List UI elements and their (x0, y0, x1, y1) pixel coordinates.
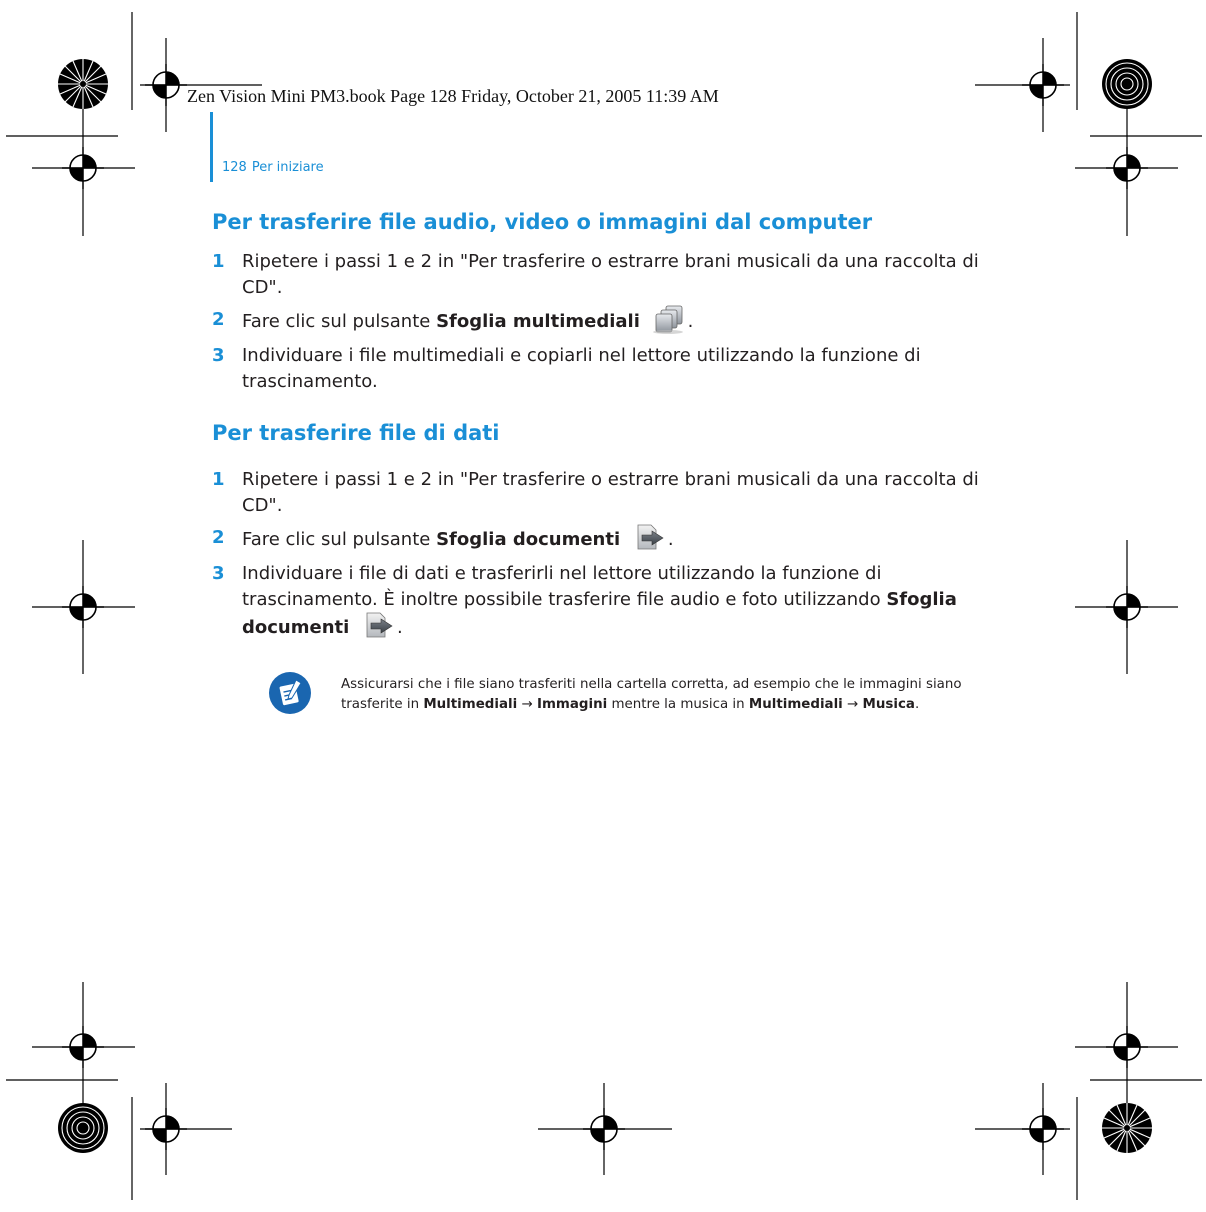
step-number: 1 (212, 251, 225, 272)
note-text: Assicurarsi che i file siano trasferiti nella cartella corretta, ad esempio che le immagini siano trasferite in Multimediali → Immagini mentre la musica in Multimediali → Musica. (341, 677, 962, 712)
step-number: 1 (212, 469, 225, 490)
step-text-end: . (667, 529, 674, 550)
section-heading: Per trasferire file di dati (212, 421, 500, 445)
button-name: Sfoglia documenti (242, 589, 957, 638)
step-list (212, 467, 992, 649)
page-number: 128 (222, 160, 247, 175)
path-segment: Multimediali (423, 697, 518, 712)
button-name: Sfoglia multimediali (436, 311, 640, 332)
print-slug: Zen Vision Mini PM3.book Page 128 Friday, October 21, 2005 11:39 AM (187, 86, 719, 106)
step-item (212, 249, 992, 301)
page-margin-rule (210, 112, 213, 182)
document-transfer-icon (632, 522, 666, 552)
step-number: 3 (212, 345, 225, 366)
step-item (212, 525, 992, 555)
path-segment: Musica (862, 697, 915, 712)
step-text: Individuare i file di dati e trasferirli nel lettore utilizzando la funzione di trascinamento. È inoltre possibile trasferire file audio e foto utilizzando (242, 563, 887, 610)
button-name: Sfoglia documenti (436, 529, 621, 550)
path-segment: Multimediali (748, 697, 843, 712)
step-text: Ripetere i passi 1 e 2 in "Per trasferire o estrarre brani musicali da una raccolta di CD". (242, 251, 979, 298)
step-number: 3 (212, 563, 225, 584)
section-heading: Per trasferire file audio, video o immagini dal computer (212, 210, 873, 234)
step-item (212, 343, 992, 395)
step-item (212, 307, 992, 337)
step-list (212, 249, 992, 401)
path-segment: Immagini (536, 697, 608, 712)
step-number: 2 (212, 309, 225, 330)
note-icon (268, 671, 312, 715)
media-stack-icon (652, 304, 686, 334)
step-text: Fare clic sul pulsante (242, 529, 437, 550)
step-text-end: . (687, 311, 694, 332)
step-item (212, 561, 992, 643)
step-item (212, 467, 992, 519)
step-number: 2 (212, 527, 225, 548)
section-title: Per iniziare (251, 160, 324, 175)
step-text: Ripetere i passi 1 e 2 in "Per trasferire o estrarre brani musicali da una raccolta di CD". (242, 469, 979, 516)
step-text: Fare clic sul pulsante (242, 311, 437, 332)
step-text-end: . (397, 617, 403, 638)
step-text: Individuare i file multimediali e copiarli nel lettore utilizzando la funzione di trascinamento. (242, 345, 921, 392)
document-transfer-icon (361, 610, 395, 640)
running-header (222, 160, 324, 175)
